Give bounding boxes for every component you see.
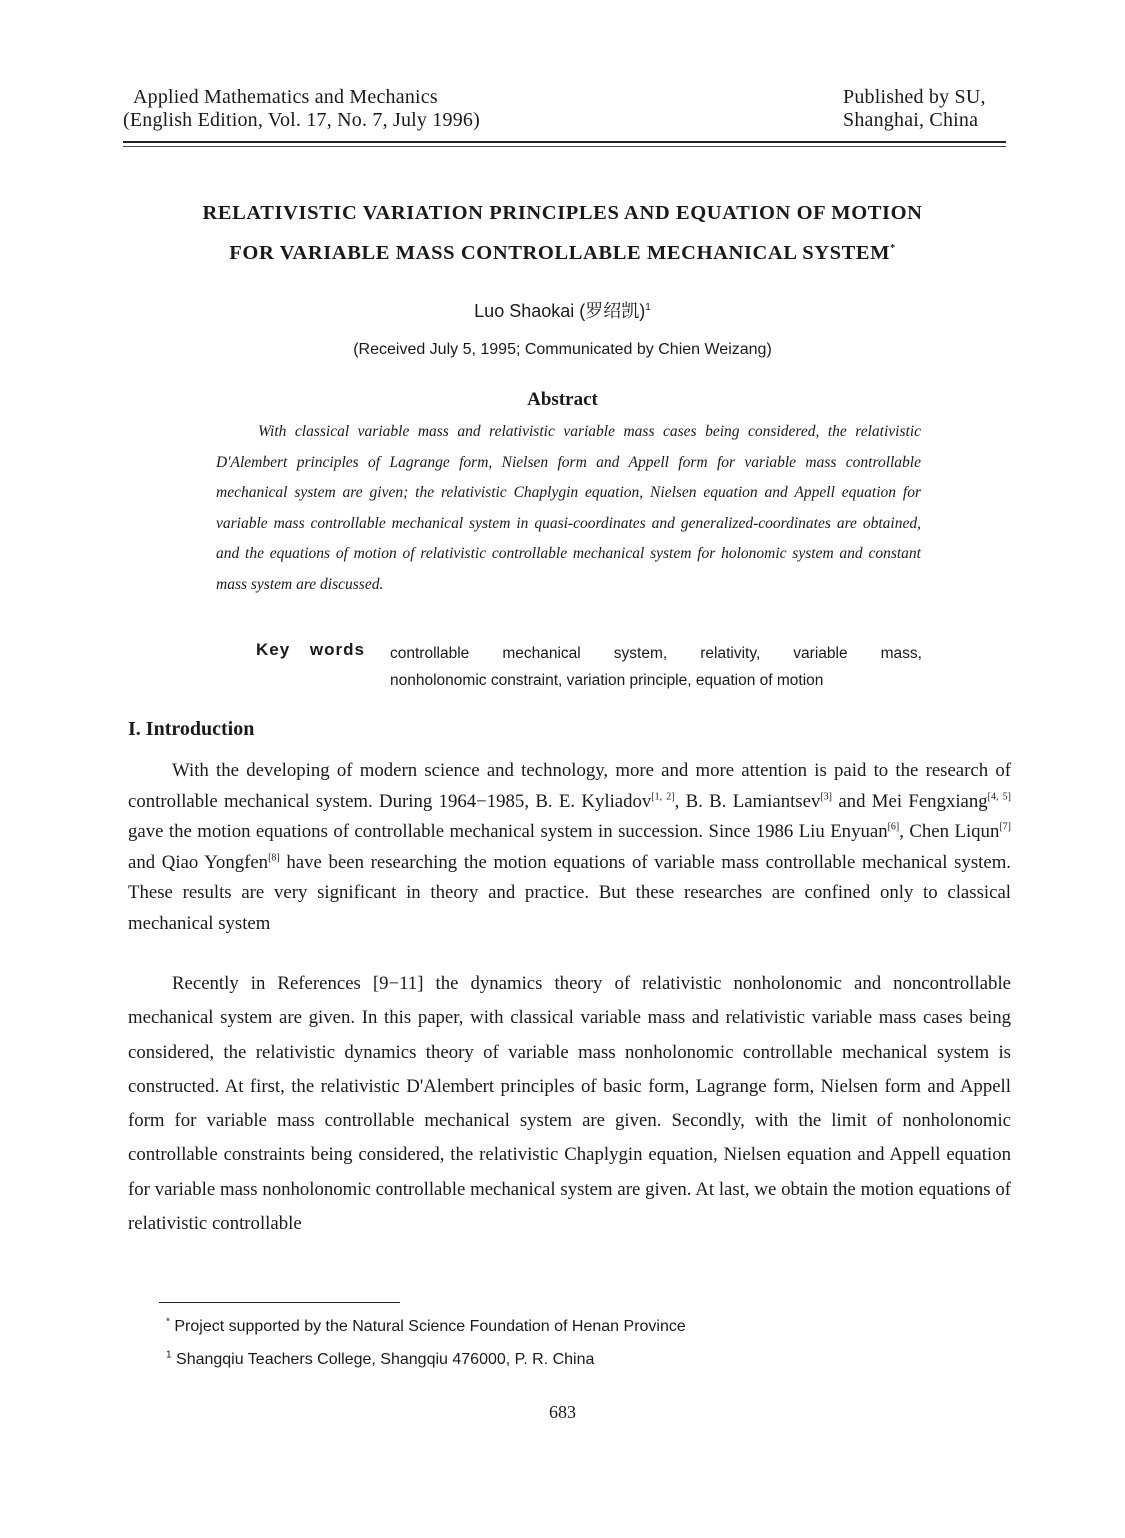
header-rule-thin	[123, 146, 1006, 147]
citation: [4, 5]	[987, 791, 1011, 803]
footnote-2	[166, 1351, 594, 1369]
footnote-1	[166, 1318, 686, 1336]
abstract-text: With classical variable mass and relativistic variable mass cases being considered, the relativistic D'Alembert principles of Lagrange form, Nielsen form and Appell form for variable mass controllable mechanical system are given; the relativistic Chaplygin equation, Nielsen equation and Appell equation for variable mass controllable mechanical system in quasi-coordinates and generalized-coordinates are obtained, and the equations of motion of relativistic controllable mechanical system for holonomic system and constant mass system are discussed.	[216, 423, 921, 593]
citation: [7]	[999, 821, 1012, 833]
publisher-line2: Shanghai, China	[843, 109, 979, 131]
intro-text: Recently in References [9−11] the dynamics theory of relativistic nonholonomic and noncontrollable mechanical system are given. In this paper, with classical variable mass and relativistic variable mass cases being considered, the relativistic dynamics theory of variable mass nonholonomic controllable mechanical system is constructed. At first, the relativistic D'Alembert principles of basic form, Lagrange form, Nielsen form and Appell form for variable mass controllable mechanical system are given. Secondly, with the limit of nonholonomic controllable constraints being considered, the relativistic Chaplygin equation, Nielsen equation and Appell equation for variable mass nonholonomic controllable mechanical system are given. At last, we obtain the motion equations of relativistic controllable	[128, 973, 1011, 1235]
keywords-label: Key words	[256, 640, 365, 659]
footnote-text: Project supported by the Natural Science Foundation of Henan Province	[174, 1318, 686, 1335]
citation: [8]	[268, 852, 280, 864]
citation: [1, 2]	[651, 791, 675, 803]
abstract-heading: Abstract	[527, 389, 598, 410]
intro-text: have been researching the motion equations of variable mass controllable mechanical system. These results are very significant in theory and practice. But these researches are confined only to classical mechanical system	[128, 851, 1011, 934]
intro-text: gave the motion equations of controllable mechanical system in succession. Since 1986 Liu Enyuan	[128, 821, 888, 842]
journal-edition: (English Edition, Vol. 17, No. 7, July 1996)	[123, 109, 480, 131]
intro-text: With the developing of modern science and technology, more and more attention is paid to the research of controllable mechanical system. During 1964−1985, B. E. Kyliadov	[128, 760, 1011, 812]
paper-title-text: FOR VARIABLE MASS CONTROLLABLE MECHANICAL SYSTEM	[229, 242, 891, 264]
citation: [3]	[820, 791, 833, 803]
section-heading: I. Introduction	[128, 718, 255, 740]
received-line: (Received July 5, 1995; Communicated by Chien Weizang)	[353, 341, 772, 358]
page-number: 683	[549, 1402, 576, 1422]
footnote-mark: *	[166, 1316, 170, 1328]
citation: [6]	[887, 821, 900, 833]
author-affiliation-mark: 1	[645, 302, 651, 313]
intro-text: , Chen Liqun	[899, 821, 1000, 842]
intro-text: and Qiao Yongfen	[128, 851, 269, 873]
intro-paragraph-2	[128, 967, 1011, 1241]
footnote-mark: 1	[166, 1349, 172, 1361]
journal-name: Applied Mathematics and Mechanics	[133, 86, 438, 108]
paper-title-line2	[0, 242, 1125, 265]
author-name: Luo Shaokai (罗绍凯)	[474, 301, 646, 321]
footnote-rule	[159, 1302, 400, 1303]
author	[0, 297, 1125, 323]
footnote-text: Shangqiu Teachers College, Shangqiu 476000, P. R. China	[176, 1351, 595, 1368]
keywords-line2: nonholonomic constraint, variation principle, equation of motion	[390, 672, 824, 689]
publisher-line1: Published by SU,	[843, 86, 986, 108]
paper-title-line1: RELATIVISTIC VARIATION PRINCIPLES AND EQUATION OF MOTION	[202, 202, 923, 224]
header-rule	[123, 141, 1006, 143]
intro-text: , B. B. Lamiantsev	[674, 790, 821, 812]
title-footnote-mark: *	[890, 243, 896, 255]
keywords-line1: controllable mechanical system, relativity, variable mass,	[390, 645, 922, 662]
intro-paragraph-1	[128, 756, 1011, 939]
intro-text: and Mei Fengxiang	[832, 790, 988, 812]
